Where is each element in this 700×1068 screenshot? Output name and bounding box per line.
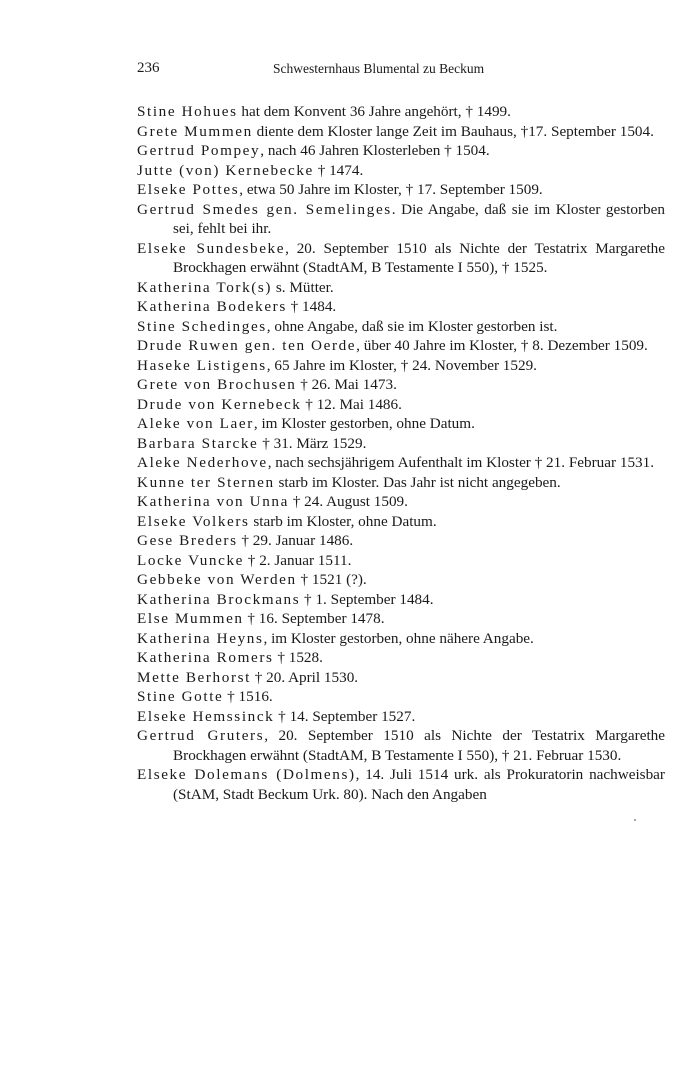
list-item — [137, 512, 665, 532]
entry-name: Elseke Hemssinck — [137, 707, 275, 725]
entry-text: † 24. August 1509. — [288, 493, 408, 510]
list-item — [137, 395, 665, 415]
entry-text: , im Kloster gestorben, ohne Datum. — [253, 415, 475, 432]
entry-name: Else Mummen — [137, 610, 244, 627]
entry-name: Locke Vuncke — [137, 551, 244, 569]
list-item — [137, 102, 665, 122]
entry-name: Katherina Bodekers — [137, 298, 287, 315]
entry-text: , 20. September 1510 als Nichte der Testatrix Margarethe Brockhagen erwähnt (StadtAM, B Testamente I 550), † 1525. — [173, 239, 665, 276]
list-item — [137, 278, 665, 298]
entry-name: Drude Ruwen gen. ten Oerde — [137, 337, 357, 354]
list-item — [137, 707, 665, 727]
entry-text: † 1521 (?). — [296, 571, 367, 588]
list-item — [137, 434, 665, 454]
entry-text: , über 40 Jahre im Kloster, † 8. Dezember 1509. — [356, 337, 648, 354]
entry-list — [137, 102, 665, 804]
entry-text: † 14. September 1527. — [274, 707, 416, 725]
entry-text: , nach 46 Jahren Klosterleben † 1504. — [260, 142, 490, 159]
list-item — [137, 414, 665, 434]
entry-text: † 1484. — [286, 298, 337, 315]
entry-name: Drude von Kernebeck — [137, 395, 302, 413]
entry-text: , im Kloster gestorben, ohne nähere Angabe. — [263, 629, 534, 647]
entry-name: Katherina von Unna — [137, 493, 289, 510]
list-item — [137, 551, 665, 571]
list-item — [137, 200, 665, 239]
list-item — [137, 180, 665, 200]
running-title: Schwesternhaus Blumental zu Beckum — [273, 61, 485, 76]
list-item — [137, 629, 665, 649]
entry-name: Gese Breders — [137, 532, 238, 549]
entry-text: , 65 Jahre im Kloster, † 24. November 1529. — [266, 356, 537, 374]
entry-name: Gertrud Smedes gen. Semelinges — [137, 200, 392, 218]
entry-text: † 26. Mai 1473. — [296, 376, 397, 393]
entry-name: Mette Berhorst — [137, 668, 251, 686]
entry-name: Haseke Listigens — [137, 356, 267, 374]
list-item — [137, 297, 665, 317]
entry-text: , 14. Juli 1514 urk. als Prokuratorin nachweisbar (StAM, Stadt Beckum Urk. 80). Nach den Angaben — [173, 766, 665, 803]
entry-name: Aleke von Laer — [137, 415, 254, 432]
entry-name: Stine Hohues — [137, 103, 238, 120]
list-item — [137, 668, 665, 688]
list-item — [137, 570, 665, 590]
list-item — [137, 726, 665, 765]
list-item — [137, 375, 665, 395]
entry-name: Gertrud Gruters — [137, 727, 265, 744]
entry-name: Stine Gotte — [137, 688, 224, 705]
list-item — [137, 590, 665, 610]
document-page — [137, 60, 665, 804]
entry-text: , etwa 50 Jahre im Kloster, † 17. September 1509. — [239, 181, 543, 198]
entry-text: diente dem Kloster lange Zeit im Bauhaus, †17. September 1504. — [252, 122, 654, 140]
entry-name: Barbara Starcke — [137, 434, 259, 452]
entry-name: Katherina Brockmans — [137, 590, 301, 608]
list-item — [137, 141, 665, 161]
entry-text: † 31. März 1529. — [258, 434, 367, 452]
list-item — [137, 356, 665, 376]
entry-text: . Die Angabe, daß sie im Kloster gestorben sei, fehlt bei ihr. — [173, 200, 665, 237]
list-item — [137, 161, 665, 181]
entry-text: † 1516. — [223, 688, 273, 705]
list-item — [137, 336, 665, 356]
entry-text: † 1474. — [313, 161, 364, 179]
entry-name: Grete Mummen — [137, 122, 253, 140]
entry-text: † 1528. — [273, 649, 323, 666]
list-item — [137, 473, 665, 493]
entry-text: s. Mütter. — [272, 278, 334, 296]
entry-text: † 16. September 1478. — [243, 610, 385, 627]
list-item — [137, 648, 665, 668]
page-number: 236 — [137, 60, 160, 76]
entry-name: Elseke Dolemans (Dolmens) — [137, 766, 356, 783]
entry-name: Grete von Brochusen — [137, 376, 297, 393]
entry-text: , nach sechsjährigem Aufenthalt im Kloster † 21. Februar 1531. — [267, 454, 655, 471]
list-item — [137, 687, 665, 707]
entry-name: Elseke Volkers — [137, 512, 250, 530]
entry-name: Kunne ter Sternen — [137, 473, 275, 491]
entry-name: Aleke Nederhove — [137, 454, 268, 471]
entry-text: starb im Kloster. Das Jahr ist nicht angegeben. — [274, 473, 561, 491]
entry-text: starb im Kloster, ohne Datum. — [249, 512, 437, 530]
entry-name: Jutte (von) Kernebecke — [137, 161, 314, 179]
entry-name: Katherina Romers — [137, 649, 274, 666]
entry-name: Gebbeke von Werden — [137, 571, 297, 588]
entry-name: Elseke Sundesbeke — [137, 239, 286, 257]
list-item — [137, 609, 665, 629]
running-head — [137, 60, 665, 84]
entry-text: , ohne Angabe, daß sie im Kloster gestorben ist. — [266, 317, 558, 335]
list-item — [137, 122, 665, 142]
entry-name: Stine Schedinges — [137, 317, 267, 335]
entry-name: Gertrud Pompey — [137, 142, 261, 159]
entry-text: † 29. Januar 1486. — [237, 532, 354, 549]
entry-text: hat dem Konvent 36 Jahre angehört, † 1499. — [237, 103, 511, 120]
list-item — [137, 492, 665, 512]
entry-name: Katherina Tork(s) — [137, 278, 273, 296]
entry-text: † 12. Mai 1486. — [301, 395, 402, 413]
entry-name: Katherina Heyns — [137, 629, 264, 647]
list-item — [137, 317, 665, 337]
entry-text: † 20. April 1530. — [250, 668, 359, 686]
list-item — [137, 453, 665, 473]
list-item — [137, 239, 665, 278]
list-item — [137, 765, 665, 804]
entry-text: † 2. Januar 1511. — [244, 551, 352, 569]
list-item — [137, 531, 665, 551]
entry-text: † 1. September 1484. — [300, 590, 434, 608]
entry-name: Elseke Pottes — [137, 181, 240, 198]
entry-text: , 20. September 1510 als Nichte der Testatrix Margarethe Brockhagen erwähnt (StadtAM, B Testamente I 550), † 21. Februar 1530. — [173, 727, 665, 764]
stray-mark — [634, 819, 636, 821]
